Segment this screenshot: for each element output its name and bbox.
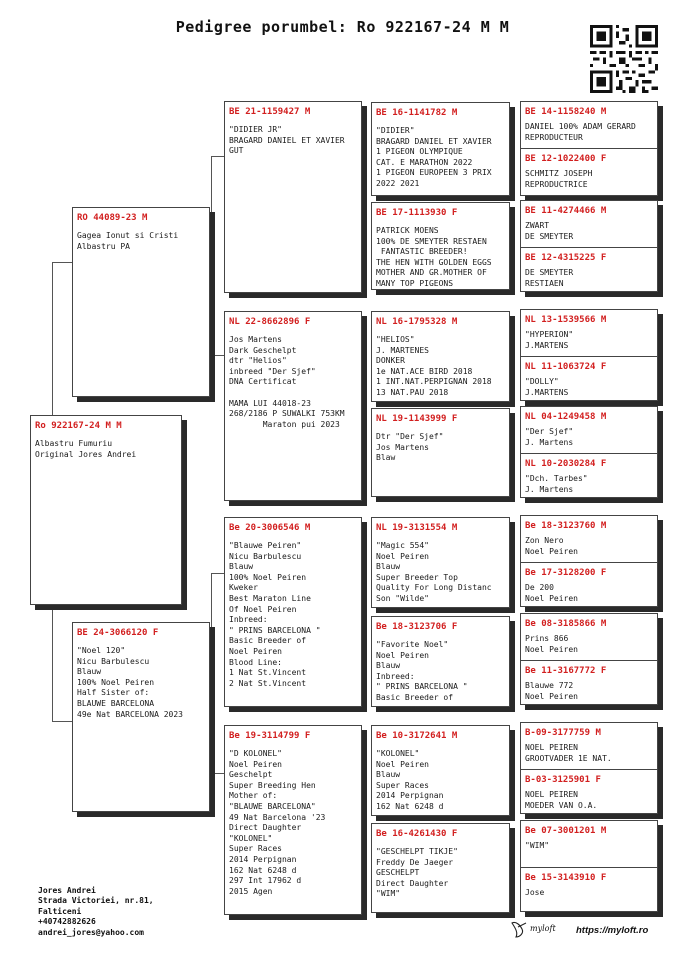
gen4-ring: Be 18-3123706 F: [376, 622, 458, 632]
gen5-box[interactable]: [520, 820, 658, 912]
gen5-desc: Prins 866 Noel Peiren: [525, 634, 578, 654]
gen4-ring: BE 17-1113930 F: [376, 208, 458, 218]
gen4-box[interactable]: [371, 616, 510, 707]
gen3-desc: "DIDIER JR" BRAGARD DANIEL ET XAVIER GUT: [229, 125, 345, 156]
gen5-desc: NOEL PEIREN GROOTVADER 1E NAT.: [525, 743, 612, 763]
gen5-box[interactable]: [520, 406, 658, 498]
gen5-ring: B-03-3125901 F: [525, 775, 601, 785]
gen5-ring: BE 11-4274466 M: [525, 206, 607, 216]
dam-ring: BE 24-3066120 F: [77, 628, 159, 638]
gen4-ring: Be 10-3172641 M: [376, 731, 458, 741]
gen5-box[interactable]: [520, 101, 658, 196]
gen4-box[interactable]: [371, 517, 510, 608]
gen3-box[interactable]: [224, 311, 362, 501]
gen5-desc: "Der Sjef" J. Martens: [525, 427, 574, 447]
gen5-ring: Be 11-3167772 F: [525, 666, 607, 676]
gen3-box[interactable]: [224, 725, 362, 915]
dam-box[interactable]: [72, 622, 210, 812]
owner-contact: Jores Andrei Strada Victoriei, nr.81, Falticeni +40742882626 andrei_jores@yahoo.com: [38, 886, 154, 937]
gen5-ring: BE 12-1022400 F: [525, 154, 607, 164]
gen3-ring: Be 19-3114799 F: [229, 731, 311, 741]
gen4-box[interactable]: [371, 823, 510, 913]
gen4-desc: "DIDIER" BRAGARD DANIEL ET XAVIER 1 PIGEON OLYMPIQUE CAT. E MARATHON 2022 1 PIGEON EUROPEEN 3 PRIX 2022 2021: [376, 126, 492, 188]
gen5-box[interactable]: [520, 722, 658, 814]
gen5-desc: "Dch. Tarbes" J. Martens: [525, 474, 588, 494]
gen5-box[interactable]: [520, 200, 658, 292]
page-title: Pedigree porumbel: Ro 922167-24 M M: [175, 18, 510, 36]
gen3-desc: "Blauwe Peiren" Nicu Barbulescu Blauw 100% Noel Peiren Kweker Best Maraton Line Of Noel Peiren Inbreed: " PRINS BARCELONA " Basic Breeder of Noel Peiren Blood Line: 1 Nat St.Vincent 2 Nat St.Vincent: [229, 541, 321, 688]
gen5-desc: De 200 Noel Peiren: [525, 583, 578, 603]
gen3-ring: BE 21-1159427 M: [229, 107, 311, 117]
gen5-ring: BE 12-4315225 F: [525, 253, 607, 263]
gen5-ring: BE 14-1158240 M: [525, 107, 607, 117]
gen5-desc: ZWART DE SMEYTER: [525, 221, 574, 241]
gen4-box[interactable]: [371, 102, 510, 196]
gen4-desc: "KOLONEL" Noel Peiren Blauw Super Races 2014 Perpignan 162 Nat 6248 d: [376, 749, 444, 811]
website-link[interactable]: https://myloft.ro: [576, 925, 649, 936]
gen3-box[interactable]: [224, 517, 362, 707]
gen4-desc: "Magic 554" Noel Peiren Blauw Super Breeder Top Quality For Long Distanc Son "Wilde": [376, 541, 492, 603]
gen4-ring: Be 16-4261430 F: [376, 829, 458, 839]
gen4-desc: Dtr "Der Sjef" Jos Martens Blaw: [376, 432, 444, 463]
gen3-box[interactable]: [224, 101, 362, 293]
gen5-ring: Be 18-3123760 M: [525, 521, 607, 531]
gen5-desc: Zon Nero Noel Peiren: [525, 536, 578, 556]
gen3-desc: Jos Martens Dark Geschelpt dtr "Helios" inbreed "Der Sjef" DNA Certificat MAMA LUI 44018-23 268/2186 P SUWALKI 753KM Maraton pui 2023: [229, 335, 345, 429]
gen3-ring: Be 20-3006546 M: [229, 523, 311, 533]
gen4-box[interactable]: [371, 725, 510, 816]
gen5-ring: NL 04-1249458 M: [525, 412, 607, 422]
gen4-desc: "GESCHELPT TIKJE" Freddy De Jaeger GESCHELPT Direct Daughter "WIM": [376, 847, 458, 899]
logo-text: myloft: [530, 924, 556, 933]
gen4-ring: NL 19-1143999 F: [376, 414, 458, 424]
gen4-desc: "HELIOS" J. MARTENES DONKER 1e NAT.ACE BIRD 2018 1 INT.NAT.PERPIGNAN 2018 13 NAT.PAU 2018: [376, 335, 492, 397]
gen5-ring: Be 15-3143910 F: [525, 873, 607, 883]
gen5-ring: Be 17-3128200 F: [525, 568, 607, 578]
gen4-ring: NL 16-1795328 M: [376, 317, 458, 327]
sire-box[interactable]: [72, 207, 210, 397]
gen5-ring: Be 07-3001201 M: [525, 826, 607, 836]
gen5-ring: B-09-3177759 M: [525, 728, 601, 738]
subject-box[interactable]: [30, 415, 182, 605]
gen5-ring: NL 13-1539566 M: [525, 315, 607, 325]
gen5-desc: "HYPERION" J.MARTENS: [525, 330, 574, 350]
gen4-ring: NL 19-3131554 M: [376, 523, 458, 533]
gen5-desc: DE SMEYTER RESTIAEN: [525, 268, 574, 288]
gen5-box[interactable]: [520, 613, 658, 705]
gen5-desc: "WIM": [525, 841, 550, 850]
gen4-box[interactable]: [371, 311, 510, 402]
gen5-desc: NOEL PEIREN MOEDER VAN O.A.: [525, 790, 598, 810]
gen5-box[interactable]: [520, 515, 658, 607]
sire-desc: Gagea Ionut si Cristi Albastru PA: [77, 231, 179, 251]
gen5-ring: Be 08-3185866 M: [525, 619, 607, 629]
subject-desc: Albastru Fumuriu Original Jores Andrei: [35, 439, 137, 459]
gen4-desc: PATRICK MOENS 100% DE SMEYTER RESTAEN FANTASTIC BREEDER! THE HEN WITH GOLDEN EGGS MOTHER AND GR.MOTHER OF MANY TOP PIGEONS: [376, 226, 492, 288]
gen5-desc: Jose: [525, 888, 545, 897]
gen5-desc: SCHMITZ JOSEPH REPRODUCTRICE: [525, 169, 593, 189]
gen4-ring: BE 16-1141782 M: [376, 108, 458, 118]
gen4-box[interactable]: [371, 408, 510, 497]
gen5-desc: Blauwe 772 Noel Peiren: [525, 681, 578, 701]
gen5-ring: NL 11-1063724 F: [525, 362, 607, 372]
gen5-box[interactable]: [520, 309, 658, 401]
gen4-desc: "Favorite Noel" Noel Peiren Blauw Inbreed: " PRINS BARCELONA " Basic Breeder of: [376, 640, 468, 702]
gen5-ring: NL 10-2030284 F: [525, 459, 607, 469]
subject-ring: Ro 922167-24 M M: [35, 421, 122, 431]
qr-code: [590, 25, 658, 93]
gen5-desc: DANIEL 100% ADAM GERARD REPRODUCTEUR: [525, 122, 636, 142]
dam-desc: "Noel 120" Nicu Barbulescu Blauw 100% Noel Peiren Half Sister of: BLAUWE BARCELONA 49e Nat BARCELONA 2023: [77, 646, 183, 719]
gen4-box[interactable]: [371, 202, 510, 290]
gen5-desc: "DOLLY" J.MARTENS: [525, 377, 569, 397]
sire-ring: RO 44089-23 M: [77, 213, 148, 223]
gen3-desc: "D KOLONEL" Noel Peiren Geschelpt Super Breeding Hen Mother of: "BLAUWE BARCELONA" 49 Nat Barcelona '23 Direct Daughter "KOLONEL" Super Races 2014 Perpignan 162 Nat 6248 d 297 Int 17962 d 2015 Agen: [229, 749, 326, 896]
gen3-ring: NL 22-8662896 F: [229, 317, 311, 327]
